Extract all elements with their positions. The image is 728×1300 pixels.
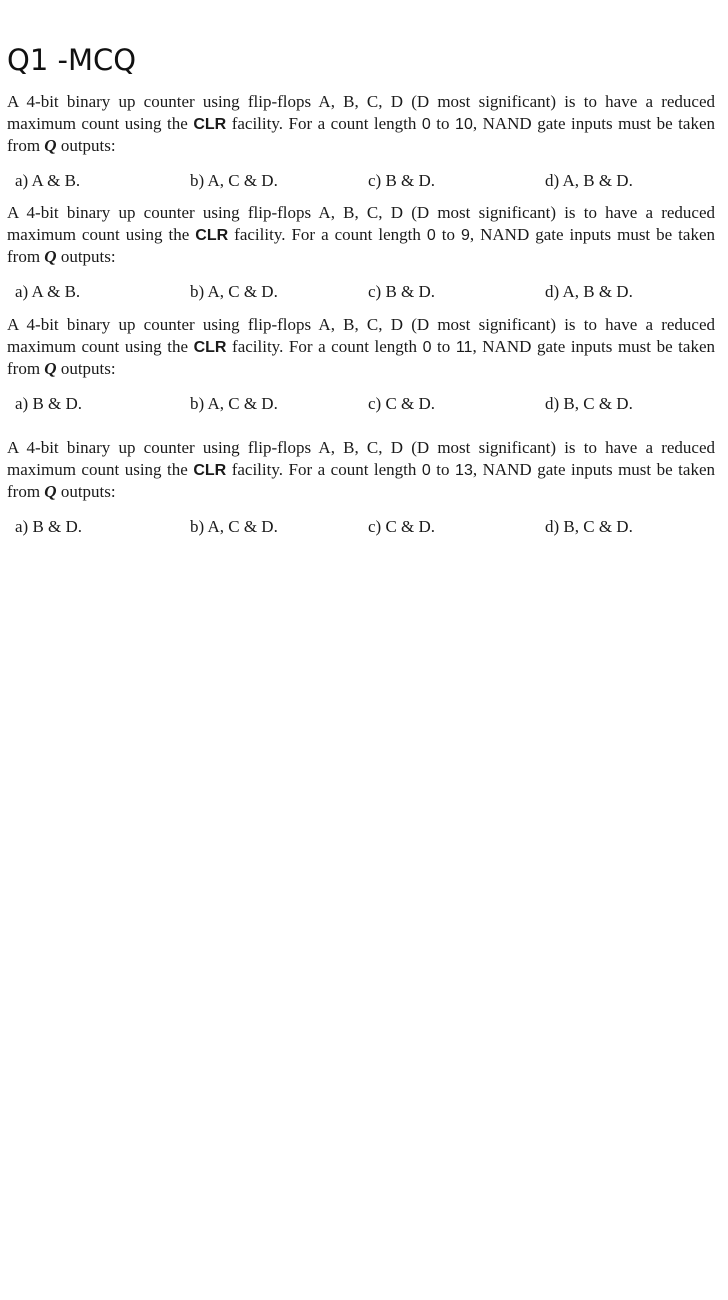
count-start: 0	[422, 338, 432, 356]
option-d[interactable]: d) A, B & D.	[545, 281, 633, 301]
count-start: 0	[426, 226, 436, 244]
question-block	[7, 202, 715, 304]
q-output-symbol: Q	[44, 136, 57, 155]
question-block	[7, 437, 715, 539]
page-title: Q1 -MCQ	[7, 43, 137, 77]
option-b[interactable]: b) A, C & D.	[190, 281, 278, 301]
q-output-symbol: Q	[44, 247, 57, 266]
answer-options	[7, 392, 715, 416]
question-stem: A 4-bit binary up counter using flip-flops A, B, C, D (D most significant) is to have a reduced maximum count using the CLR facility. For a count length 0 to 11, NAND gate inputs must be taken from Q outputs:	[7, 315, 715, 378]
question-stem: A 4-bit binary up counter using flip-flops A, B, C, D (D most significant) is to have a reduced maximum count using the CLR facility. For a count length 0 to 10, NAND gate inputs must be taken from Q outputs:	[7, 92, 715, 155]
option-a[interactable]: a) B & D.	[15, 516, 83, 536]
option-d[interactable]: d) A, B & D.	[545, 170, 633, 190]
count-end: 10	[455, 115, 473, 133]
option-a[interactable]: a) A & B.	[15, 281, 81, 301]
answer-options	[7, 280, 715, 304]
question-stem: A 4-bit binary up counter using flip-flops A, B, C, D (D most significant) is to have a reduced maximum count using the CLR facility. For a count length 0 to 13, NAND gate inputs must be taken from Q outputs:	[7, 438, 715, 501]
count-start: 0	[421, 461, 431, 479]
option-c[interactable]: c) B & D.	[368, 281, 436, 301]
question-block	[7, 91, 715, 193]
answer-options	[7, 169, 715, 193]
option-c[interactable]: c) C & D.	[368, 516, 436, 536]
option-b[interactable]: b) A, C & D.	[190, 516, 278, 536]
q-output-symbol: Q	[44, 482, 57, 501]
option-d[interactable]: d) B, C & D.	[545, 516, 633, 536]
clr-keyword: CLR	[193, 461, 227, 479]
option-c[interactable]: c) B & D.	[368, 170, 436, 190]
question-block	[7, 314, 715, 416]
option-a[interactable]: a) A & B.	[15, 170, 81, 190]
question-stem: A 4-bit binary up counter using flip-flops A, B, C, D (D most significant) is to have a reduced maximum count using the CLR facility. For a count length 0 to 9, NAND gate inputs must be taken from Q outputs:	[7, 203, 715, 266]
option-c[interactable]: c) C & D.	[368, 393, 436, 413]
count-end: 11	[455, 338, 473, 356]
option-d[interactable]: d) B, C & D.	[545, 393, 633, 413]
option-a[interactable]: a) B & D.	[15, 393, 83, 413]
count-end: 13	[455, 461, 473, 479]
clr-keyword: CLR	[195, 226, 229, 244]
answer-options	[7, 515, 715, 539]
clr-keyword: CLR	[193, 115, 227, 133]
clr-keyword: CLR	[193, 338, 227, 356]
q-output-symbol: Q	[44, 359, 57, 378]
option-b[interactable]: b) A, C & D.	[190, 170, 278, 190]
count-start: 0	[421, 115, 431, 133]
count-end: 9	[460, 226, 470, 244]
option-b[interactable]: b) A, C & D.	[190, 393, 278, 413]
